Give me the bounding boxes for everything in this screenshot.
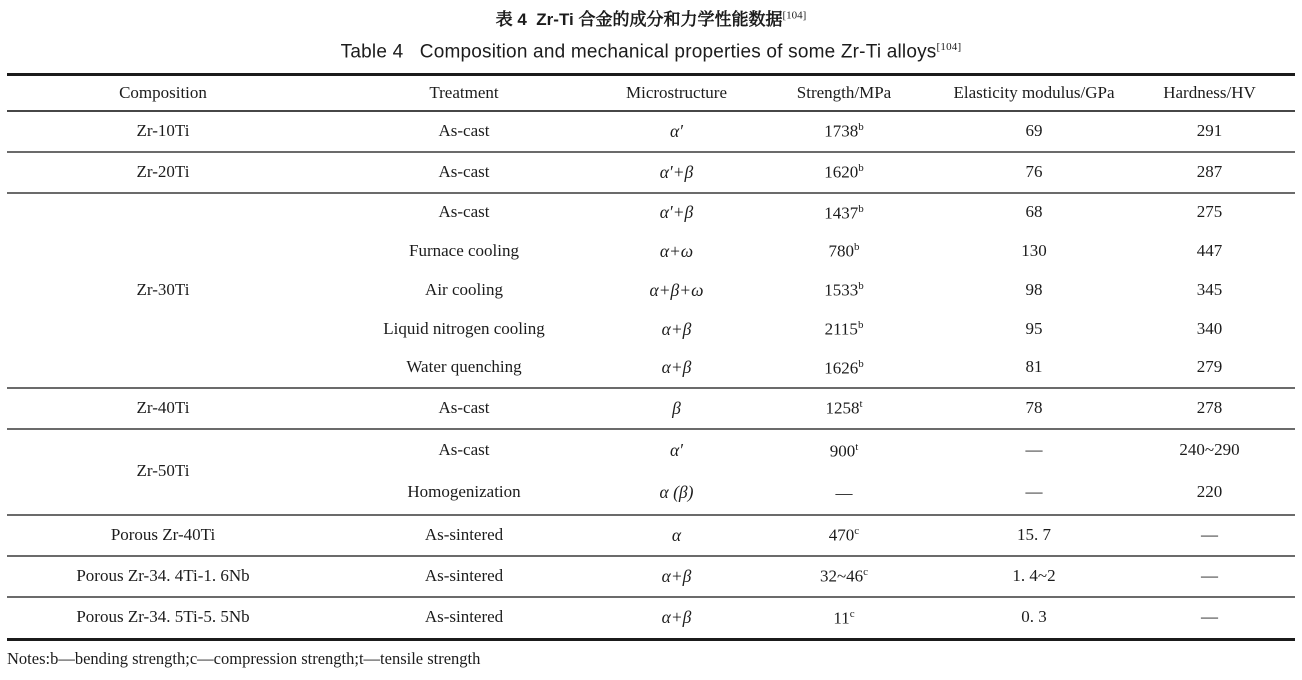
- strength-cell: [744, 232, 944, 271]
- modulus-cell: 68: [1025, 202, 1043, 222]
- table-title-english-text: Table 4 Composition and mechanical properties of some Zr-Ti alloys: [340, 41, 937, 63]
- header-row: [7, 75, 1295, 111]
- table-row: [7, 388, 1295, 429]
- microstructure-cell: α′+β: [659, 161, 694, 182]
- strength-cell: [744, 388, 944, 429]
- microstructure-cell: α′: [669, 440, 683, 461]
- composition-cell: Porous Zr-34. 4Ti-1. 6Nb: [76, 565, 250, 585]
- strength-note-superscript: t: [855, 440, 859, 453]
- treatment-cell: Furnace cooling: [409, 240, 519, 260]
- treatment-cell: As-cast: [438, 397, 490, 417]
- table-title-chinese-text: 表 4 Zr-Ti 合金的成分和力学性能数据: [495, 10, 783, 29]
- composition-cell: Zr-10Ti: [136, 120, 190, 140]
- strength-cell: [744, 152, 944, 193]
- treatment-cell: Liquid nitrogen cooling: [383, 318, 545, 338]
- table-footnote: Notes:b—bending strength;c—compression strength;t—tensile strength: [7, 648, 481, 668]
- hardness-cell: 220: [1196, 482, 1223, 502]
- hardness-cell: 240~290: [1179, 440, 1240, 460]
- strength-cell: [744, 193, 944, 232]
- microstructure-cell: α+β: [661, 318, 692, 339]
- modulus-cell: 98: [1025, 279, 1043, 299]
- table-bottom-rule: [7, 638, 1295, 641]
- microstructure-cell: α′+β: [659, 202, 694, 223]
- column-header-treatment: Treatment: [429, 82, 499, 102]
- strength-value: 1258: [825, 398, 860, 418]
- modulus-cell: 1. 4~2: [1012, 565, 1056, 585]
- table-title-english: [0, 41, 1302, 63]
- strength-note-superscript: b: [858, 162, 864, 175]
- strength-note-superscript: b: [858, 280, 864, 293]
- strength-note-superscript: c: [849, 607, 855, 620]
- column-header-microstructure: Microstructure: [625, 82, 728, 102]
- strength-cell: [744, 556, 944, 597]
- column-header-elasticity-modulus: Elasticity modulus/GPa: [953, 82, 1115, 102]
- hardness-cell: 447: [1196, 240, 1223, 260]
- microstructure-cell: α+β: [661, 565, 692, 586]
- table-row: [7, 597, 1295, 638]
- microstructure-cell: α′: [669, 120, 683, 141]
- modulus-cell: 81: [1025, 357, 1043, 377]
- table-header: [7, 75, 1295, 111]
- column-header-strength: Strength/MPa: [796, 82, 892, 102]
- modulus-cell: 69: [1025, 120, 1043, 140]
- strength-cell: [744, 349, 944, 388]
- strength-value: 780: [828, 241, 854, 261]
- treatment-cell: As-sintered: [424, 565, 504, 585]
- reference-superscript: [104]: [782, 9, 807, 22]
- column-header-composition: Composition: [119, 82, 207, 102]
- column-header-hardness: Hardness/HV: [1163, 82, 1256, 102]
- microstructure-cell: α (β): [659, 482, 694, 503]
- hardness-cell: 345: [1196, 279, 1223, 299]
- strength-value: —: [835, 483, 853, 503]
- strength-cell: [744, 472, 944, 515]
- table-row: [7, 111, 1295, 152]
- hardness-cell: 340: [1196, 318, 1223, 338]
- hardness-cell: 291: [1196, 120, 1223, 140]
- strength-value: 900: [829, 441, 856, 461]
- strength-value: 1533: [824, 280, 859, 300]
- composition-cell: Zr-40Ti: [136, 397, 190, 417]
- treatment-cell: As-cast: [438, 120, 490, 140]
- strength-cell: [744, 429, 944, 472]
- strength-value: 1738: [824, 121, 859, 141]
- table-group-porous-zr34-4ti: [7, 556, 1295, 597]
- hardness-cell: —: [1201, 607, 1218, 627]
- treatment-cell: As-cast: [438, 202, 490, 222]
- treatment-cell: As-cast: [438, 440, 490, 460]
- strength-note-superscript: b: [858, 357, 864, 370]
- microstructure-cell: β: [672, 397, 681, 418]
- strength-cell: [744, 111, 944, 152]
- microstructure-cell: α+β: [661, 607, 692, 628]
- composition-cell: Zr-20Ti: [136, 161, 190, 181]
- alloy-properties-table: [7, 73, 1295, 638]
- strength-note-superscript: c: [863, 566, 869, 579]
- composition-cell: Zr-50Ti: [136, 461, 190, 481]
- treatment-cell: Water quenching: [406, 357, 522, 377]
- treatment-cell: As-sintered: [424, 607, 504, 627]
- strength-note-superscript: t: [859, 398, 863, 411]
- table-group-porous-zr34-5ti: [7, 597, 1295, 638]
- table-row: [7, 429, 1295, 472]
- table-group-zr10ti: [7, 111, 1295, 152]
- strength-note-superscript: c: [854, 525, 860, 538]
- strength-cell: [744, 271, 944, 310]
- strength-value: 2115: [824, 319, 858, 339]
- microstructure-cell: α: [671, 524, 682, 545]
- hardness-cell: 287: [1196, 161, 1223, 181]
- strength-note-superscript: b: [854, 241, 860, 254]
- microstructure-cell: α+ω: [659, 240, 694, 261]
- strength-cell: [744, 310, 944, 349]
- strength-value: 1620: [824, 162, 859, 182]
- modulus-cell: 15. 7: [1017, 524, 1051, 544]
- strength-note-superscript: b: [858, 202, 864, 215]
- hardness-cell: 278: [1196, 397, 1223, 417]
- hardness-cell: 275: [1196, 202, 1223, 222]
- strength-note-superscript: b: [857, 319, 864, 332]
- strength-cell: [744, 597, 944, 638]
- strength-value: 1626: [824, 358, 859, 378]
- table-group-zr30ti: [7, 193, 1295, 388]
- composition-cell: Porous Zr-40Ti: [110, 524, 216, 544]
- hardness-cell: —: [1201, 565, 1218, 585]
- microstructure-cell: α+β+ω: [649, 279, 704, 300]
- treatment-cell: Homogenization: [407, 482, 521, 502]
- composition-cell: Porous Zr-34. 5Ti-5. 5Nb: [76, 607, 250, 627]
- modulus-cell: 78: [1025, 397, 1043, 417]
- table-title-chinese: [0, 5, 1302, 30]
- table-group-porous-zr40ti: [7, 515, 1295, 556]
- strength-value: 1437: [824, 203, 859, 223]
- table-group-zr40ti: [7, 388, 1295, 429]
- strength-value: 32~46: [819, 566, 864, 586]
- modulus-cell: —: [1025, 482, 1043, 502]
- treatment-cell: As-cast: [438, 161, 490, 181]
- table-group-zr20ti: [7, 152, 1295, 193]
- table-row: [7, 515, 1295, 556]
- microstructure-cell: α+β: [661, 357, 692, 378]
- modulus-cell: 0. 3: [1021, 607, 1047, 627]
- modulus-cell: —: [1025, 440, 1043, 460]
- treatment-cell: Air cooling: [425, 279, 503, 299]
- table-row: [7, 556, 1295, 597]
- hardness-cell: 279: [1196, 357, 1223, 377]
- table-row: [7, 152, 1295, 193]
- modulus-cell: 130: [1021, 240, 1047, 260]
- composition-cell: Zr-30Ti: [136, 279, 190, 299]
- strength-cell: [744, 515, 944, 556]
- modulus-cell: 76: [1025, 161, 1043, 181]
- table-row: [7, 193, 1295, 232]
- strength-value: 11: [833, 608, 850, 628]
- hardness-cell: —: [1201, 524, 1218, 544]
- treatment-cell: As-sintered: [424, 524, 504, 544]
- table-group-zr50ti: [7, 429, 1295, 515]
- modulus-cell: 95: [1025, 318, 1043, 338]
- reference-superscript: [104]: [936, 41, 962, 53]
- strength-note-superscript: b: [858, 121, 864, 134]
- strength-value: 470: [828, 525, 855, 545]
